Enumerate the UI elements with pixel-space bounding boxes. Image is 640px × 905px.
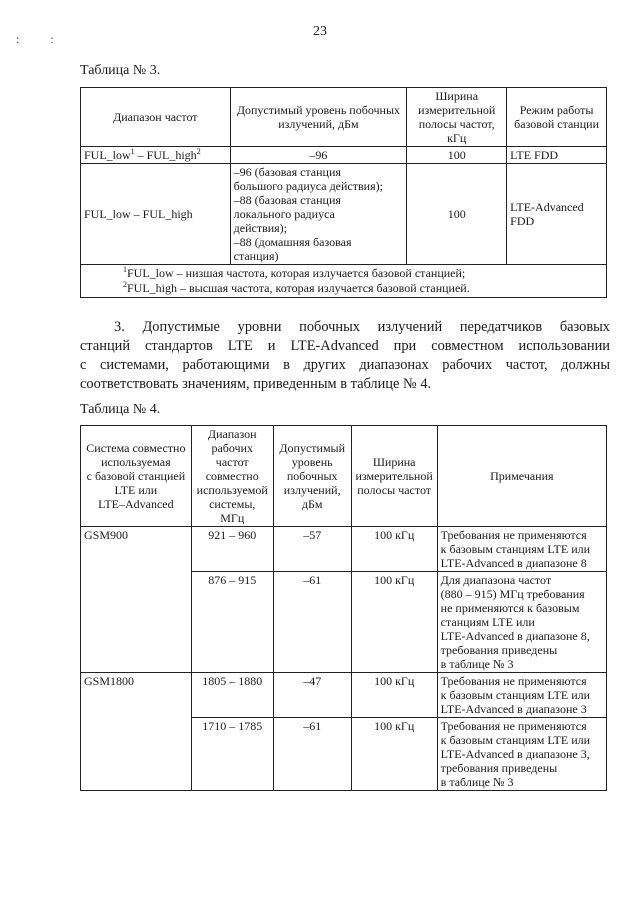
paragraph-3 — [80, 318, 610, 394]
table4-range-cell: 876 – 915 — [191, 572, 273, 673]
table4-level-cell: –61 — [273, 718, 351, 791]
note-line: Требования не применяются — [440, 719, 587, 733]
table4-header-bw — [351, 426, 437, 527]
table3-bw-cell: 100 — [407, 164, 507, 265]
table-row — [81, 673, 607, 718]
note-line: Требования не применяются — [440, 674, 587, 688]
footnote-text: FUL_high – высшая частота, которая излучается базовой станцией. — [127, 281, 470, 295]
note-line: LTE-Advanced в диапазоне 3 — [440, 702, 587, 716]
table3-header-mode: Режим работы базовой станции — [507, 88, 607, 147]
table4-notes-cell — [437, 673, 606, 718]
note-line: требования приведены — [440, 643, 558, 657]
table4-notes-cell — [437, 527, 606, 572]
cell-line: –96 (базовая станция — [233, 165, 341, 179]
table3-range-cell — [81, 147, 231, 164]
note-line: Для диапазона частот — [440, 573, 552, 587]
table4-range-cell: 1710 – 1785 — [191, 718, 273, 791]
table4-caption: Таблица № 4. — [80, 402, 161, 417]
header-line: LTE–Advanced — [98, 497, 174, 511]
header-line: измерительной — [355, 469, 433, 483]
header-line: Ширина — [372, 455, 416, 469]
header-line: Диапазон — [207, 427, 257, 441]
header-line: уровень — [291, 455, 333, 469]
footnote-2 — [123, 281, 603, 296]
table4-system-cell: GSM1800 — [81, 673, 192, 791]
table3-bw-cell: 100 — [407, 147, 507, 164]
cell-line: –88 (базовая станция — [233, 193, 341, 207]
header-line: рабочих частот — [211, 441, 254, 469]
table3-header-range: Диапазон частот — [81, 88, 231, 147]
note-line: к базовым станциям LTE или — [440, 733, 591, 747]
table4-system-cell: GSM900 — [81, 527, 192, 673]
paragraph-line: соответствовать значениям, приведенным в таблице № 4. — [80, 376, 432, 392]
table-row — [81, 147, 607, 164]
cell-line: –88 (домашняя базовая — [233, 235, 352, 249]
table4-bw-cell: 100 кГц — [351, 572, 437, 673]
table3-level-cell — [230, 164, 407, 265]
note-line: в таблице № 3 — [440, 775, 514, 789]
footnote-marker: 1 — [123, 265, 127, 274]
header-line: Допустимый — [279, 441, 346, 455]
table3-footnotes — [81, 265, 607, 298]
footnote-text: FUL_low – низшая частота, которая излучается базовой станцией; — [127, 266, 466, 280]
table3-caption: Таблица № 3. — [80, 63, 161, 78]
table4-header-level — [273, 426, 351, 527]
range-low: FUL_low — [84, 148, 131, 162]
cell-line: локального радиуса — [233, 207, 335, 221]
paragraph-line: с системами, работающими в других диапазонах рабочих частот, должны — [80, 357, 610, 373]
table4 — [80, 425, 607, 791]
header-line: МГц — [220, 511, 245, 525]
table-row — [81, 164, 607, 265]
table3 — [80, 87, 607, 298]
table3-header-level: Допустимый уровень побочных излучений, дБм — [230, 88, 407, 147]
note-line: требования приведены — [440, 761, 558, 775]
header-line: дБм — [301, 497, 323, 511]
header-line: системы, — [209, 497, 256, 511]
header-line: используемой — [196, 483, 268, 497]
table4-header-notes: Примечания — [437, 426, 606, 527]
table4-range-cell: 921 – 960 — [191, 527, 273, 572]
table3-header-row — [81, 88, 607, 147]
footnote-ref: 2 — [196, 147, 201, 156]
cell-line: LTE-Advanced — [510, 200, 584, 214]
note-line: (880 – 915) МГц требования — [440, 587, 585, 601]
header-line: побочных — [286, 469, 338, 483]
note-line: Требования не применяются — [440, 528, 587, 542]
note-line: LTE-Advanced в диапазоне 8 — [440, 556, 587, 570]
table4-notes-cell — [437, 718, 606, 791]
table4-level-cell: –61 — [273, 572, 351, 673]
note-line: в таблице № 3 — [440, 657, 514, 671]
table4-header-range — [191, 426, 273, 527]
cell-line: большого радиуса действия); — [233, 179, 383, 193]
note-line: LTE-Advanced в диапазоне 3, — [440, 747, 590, 761]
note-line: LTE-Advanced в диапазоне 8, — [440, 629, 590, 643]
cell-line: FDD — [510, 214, 535, 228]
table3-level-cell: –96 — [230, 147, 407, 164]
note-line: к базовым станциям LTE или — [440, 542, 591, 556]
cell-line: станция) — [233, 249, 279, 263]
cell-line: действия); — [233, 221, 288, 235]
table3-range-cell: FUL_low – FUL_high — [81, 164, 231, 265]
note-line: к базовым станциям LTE или — [440, 688, 591, 702]
header-line: излучений, — [283, 483, 341, 497]
table3-footnotes-row — [81, 265, 607, 298]
table-row — [81, 527, 607, 572]
table4-bw-cell: 100 кГц — [351, 718, 437, 791]
table4-bw-cell: 100 кГц — [351, 673, 437, 718]
header-line: используемая — [101, 455, 171, 469]
range-high: – FUL_high — [134, 148, 197, 162]
page-number: 23 — [313, 24, 327, 39]
header-line: с базовой станцией — [86, 469, 186, 483]
note-line: не применяются к базовым — [440, 601, 580, 615]
table3-header-bw: Ширина измерительной полосы частот, кГц — [407, 88, 507, 147]
table4-bw-cell: 100 кГц — [351, 527, 437, 572]
table4-level-cell: –47 — [273, 673, 351, 718]
header-line: совместно — [205, 469, 259, 483]
table4-level-cell: –57 — [273, 527, 351, 572]
margin-marks: : : — [16, 32, 68, 46]
table3-mode-cell — [507, 164, 607, 265]
footnote-ref: 1 — [130, 147, 135, 156]
table4-header-row — [81, 426, 607, 527]
header-line: Система совместно — [86, 441, 186, 455]
paragraph-line: станций стандартов LTE и LTE-Advanced при совместном использовании — [80, 338, 610, 354]
footnote-1 — [123, 266, 603, 281]
header-line: LTE или — [114, 483, 158, 497]
note-line: станциям LTE или — [440, 615, 535, 629]
footnote-marker: 2 — [123, 280, 127, 289]
paragraph-line: 3. Допустимые уровни побочных излучений передатчиков базовых — [114, 319, 610, 335]
table3-mode-cell: LTE FDD — [507, 147, 607, 164]
header-line: полосы частот — [357, 483, 432, 497]
table4-header-system — [81, 426, 192, 527]
table4-notes-cell — [437, 572, 606, 673]
table4-range-cell: 1805 – 1880 — [191, 673, 273, 718]
